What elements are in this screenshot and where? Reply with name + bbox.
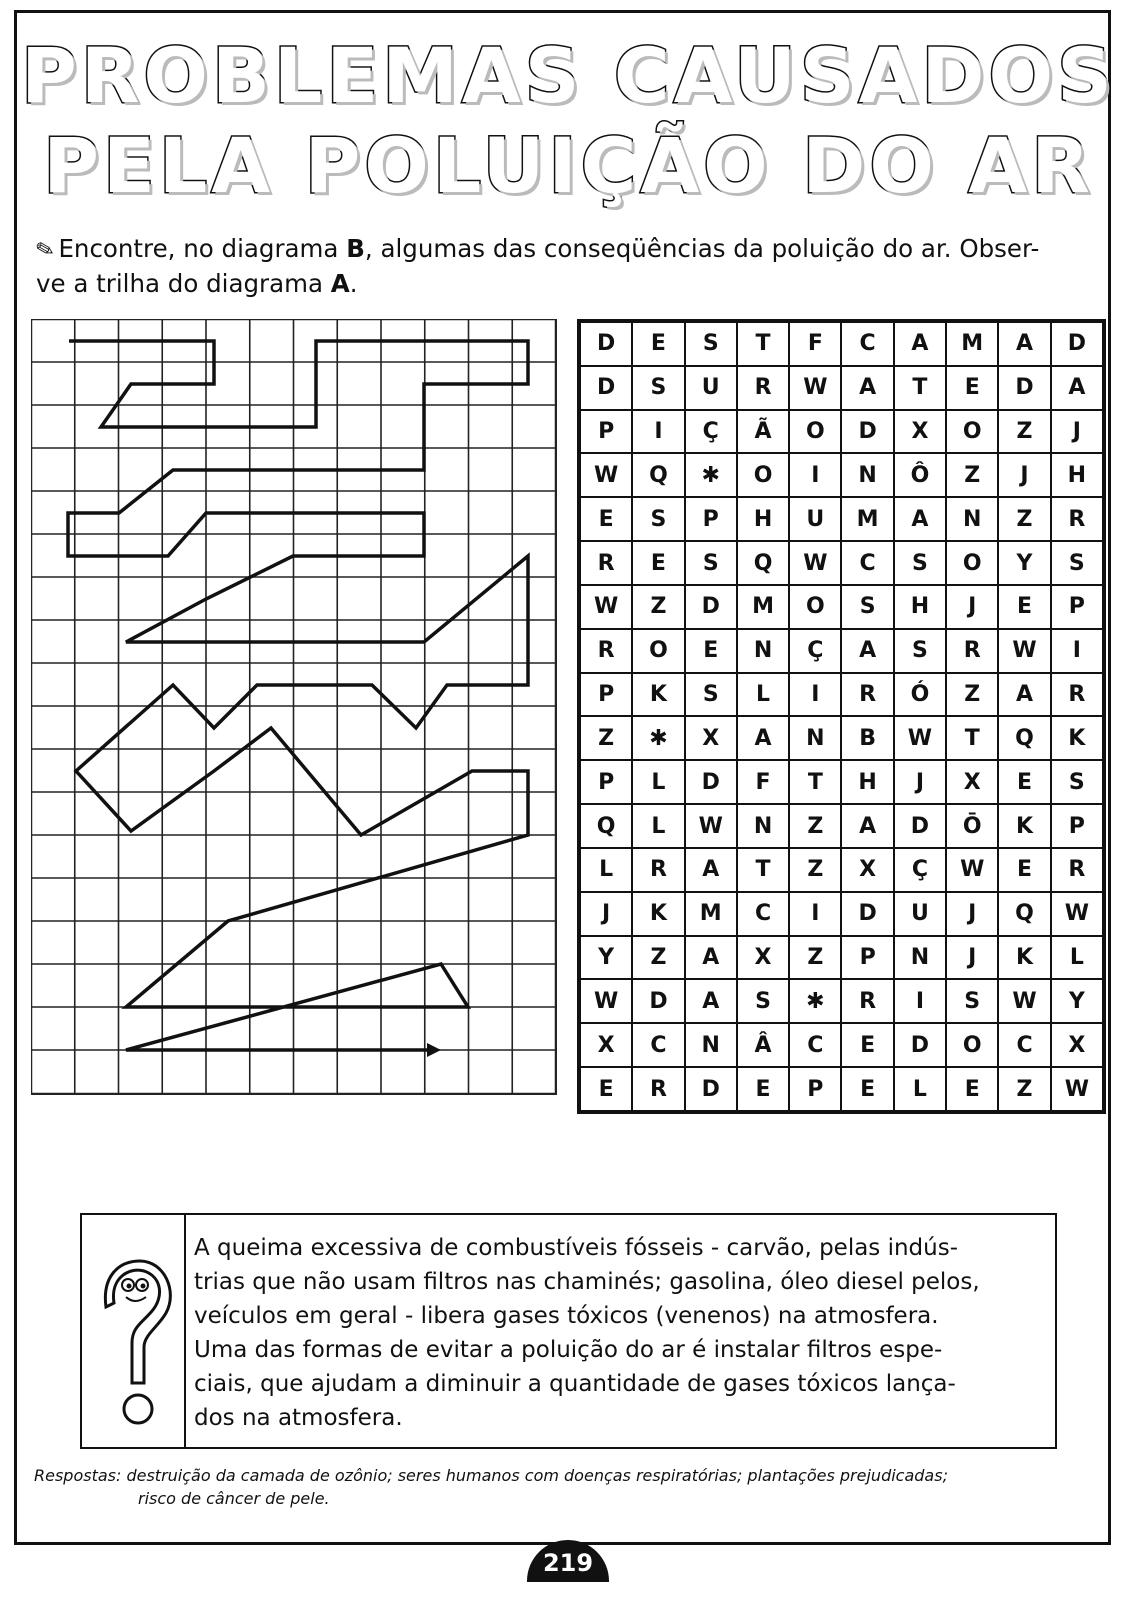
diagram-b-row: [580, 804, 1103, 848]
diagram-b-cell: P: [580, 673, 632, 717]
diagram-b-cell: A: [894, 497, 946, 541]
diagram-b-cell: Q: [632, 453, 684, 497]
diagram-b-cell: Z: [789, 848, 841, 892]
diagram-b-cell: B: [841, 716, 893, 760]
diagram-b-cell: T: [946, 716, 998, 760]
diagram-b-cell: Z: [998, 410, 1050, 454]
diagram-b-cell: A: [841, 804, 893, 848]
diagram-b-cell: A: [894, 322, 946, 366]
diagram-b-row: [580, 322, 1103, 366]
diagram-b-cell: W: [685, 804, 737, 848]
diagram-b-cell: E: [632, 541, 684, 585]
diagram-b-cell: S: [1051, 760, 1103, 804]
diagram-b-cell: U: [789, 497, 841, 541]
diagram-b-cell: P: [1051, 585, 1103, 629]
diagram-b-cell: W: [789, 366, 841, 410]
diagram-b-cell: O: [946, 410, 998, 454]
diagram-b-cell: R: [632, 1067, 684, 1111]
info-line: veículos em geral - libera gases tóxicos (venenos) na atmosfera.: [194, 1303, 939, 1329]
page-title-line1: PROBLEMAS CAUSADOS: [21, 31, 1116, 120]
diagram-b-row: [580, 366, 1103, 410]
diagram-b-cell: Q: [998, 892, 1050, 936]
page-number: 219: [527, 1540, 609, 1582]
diagram-b-cell: T: [894, 366, 946, 410]
diagram-b-word-search: [577, 319, 1106, 1114]
diagram-b-table: [579, 321, 1104, 1112]
diagram-b-cell: L: [632, 760, 684, 804]
diagram-b-cell: E: [946, 366, 998, 410]
diagram-b-cell: D: [841, 892, 893, 936]
diagram-b-cell: S: [685, 541, 737, 585]
diagram-b-cell: E: [998, 585, 1050, 629]
diagram-b-cell: H: [1051, 453, 1103, 497]
diagram-b-row: [580, 1023, 1103, 1067]
diagram-b-cell: K: [998, 804, 1050, 848]
diagram-b-cell: Q: [737, 541, 789, 585]
diagram-b-cell: P: [580, 760, 632, 804]
diagram-b-cell: Q: [580, 804, 632, 848]
diagram-b-cell: J: [946, 585, 998, 629]
diagram-b-cell: X: [1051, 1023, 1103, 1067]
diagram-b-cell: I: [1051, 629, 1103, 673]
diagram-b-cell: Y: [998, 541, 1050, 585]
diagram-b-cell: O: [946, 1023, 998, 1067]
diagram-b-cell: R: [1051, 497, 1103, 541]
diagram-b-row: [580, 716, 1103, 760]
diagram-b-cell: T: [789, 760, 841, 804]
instruction-text-4: .: [349, 269, 358, 298]
diagram-b-cell: L: [632, 804, 684, 848]
diagram-b-row: [580, 629, 1103, 673]
diagram-b-cell: R: [580, 629, 632, 673]
diagram-b-cell: Z: [789, 936, 841, 980]
diagram-b-cell: W: [580, 979, 632, 1023]
diagram-b-cell: M: [841, 497, 893, 541]
diagram-b-cell: ✱: [632, 716, 684, 760]
diagram-b-cell: E: [580, 1067, 632, 1111]
diagram-b-cell: ✱: [685, 453, 737, 497]
diagram-b-cell: R: [632, 848, 684, 892]
diagram-b-cell: E: [841, 1023, 893, 1067]
diagram-b-cell: T: [737, 848, 789, 892]
diagram-b-cell: E: [998, 760, 1050, 804]
diagram-b-cell: W: [998, 629, 1050, 673]
diagram-b-cell: K: [632, 892, 684, 936]
diagram-b-cell: C: [737, 892, 789, 936]
diagram-b-cell: J: [946, 936, 998, 980]
diagram-b-cell: N: [841, 453, 893, 497]
diagram-b-cell: Y: [580, 936, 632, 980]
diagram-b-cell: D: [841, 410, 893, 454]
diagram-b-cell: A: [998, 673, 1050, 717]
diagram-b-cell: A: [685, 848, 737, 892]
diagram-b-cell: Ç: [894, 848, 946, 892]
diagram-b-cell: Ç: [685, 410, 737, 454]
diagram-b-cell: Z: [632, 936, 684, 980]
diagram-b-row: [580, 936, 1103, 980]
instruction-bold-a: A: [330, 269, 350, 298]
diagram-b-cell: W: [580, 585, 632, 629]
diagram-b-cell: E: [841, 1067, 893, 1111]
diagram-b-row: [580, 673, 1103, 717]
diagram-b-cell: Z: [998, 1067, 1050, 1111]
diagram-b-cell: M: [946, 322, 998, 366]
diagram-b-cell: O: [632, 629, 684, 673]
diagram-b-row: [580, 1067, 1103, 1111]
diagram-b-cell: L: [737, 673, 789, 717]
diagram-b-cell: W: [1051, 892, 1103, 936]
diagram-b-cell: D: [580, 322, 632, 366]
diagram-a-trail-grid: [31, 319, 557, 1095]
diagram-b-cell: D: [685, 1067, 737, 1111]
diagram-b-cell: D: [894, 1023, 946, 1067]
diagram-b-cell: E: [580, 497, 632, 541]
diagram-b-cell: O: [789, 585, 841, 629]
diagram-b-row: [580, 760, 1103, 804]
diagram-b-cell: I: [789, 892, 841, 936]
diagram-b-cell: P: [685, 497, 737, 541]
diagram-b-row: [580, 848, 1103, 892]
diagram-b-cell: X: [685, 716, 737, 760]
diagram-b-cell: R: [841, 673, 893, 717]
diagram-b-cell: K: [632, 673, 684, 717]
instruction-text-1: Encontre, no diagrama: [58, 234, 347, 263]
diagram-b-cell: R: [580, 541, 632, 585]
info-line: trias que não usam filtros nas chaminés; gasolina, óleo diesel pelos,: [194, 1269, 980, 1295]
diagram-b-cell: P: [789, 1067, 841, 1111]
diagram-b-cell: W: [1051, 1067, 1103, 1111]
info-box: [80, 1213, 1057, 1449]
diagram-b-cell: R: [737, 366, 789, 410]
diagram-b-cell: P: [1051, 804, 1103, 848]
diagram-b-cell: Â: [737, 1023, 789, 1067]
diagram-b-cell: X: [841, 848, 893, 892]
diagram-b-cell: S: [737, 979, 789, 1023]
diagram-b-cell: S: [632, 366, 684, 410]
diagram-b-cell: N: [737, 804, 789, 848]
diagram-b-cell: S: [685, 322, 737, 366]
page-title-line2: PELA POLUIÇÃO DO AR: [43, 121, 1094, 210]
diagram-b-cell: F: [737, 760, 789, 804]
diagram-b-cell: J: [580, 892, 632, 936]
diagram-b-cell: A: [841, 366, 893, 410]
diagram-b-cell: N: [946, 497, 998, 541]
diagram-b-cell: C: [841, 541, 893, 585]
diagram-b-cell: ✱: [789, 979, 841, 1023]
info-box-icon-column: [82, 1215, 186, 1447]
diagram-b-cell: N: [737, 629, 789, 673]
diagram-b-cell: N: [685, 1023, 737, 1067]
diagram-b-cell: O: [789, 410, 841, 454]
diagram-b-cell: L: [894, 1067, 946, 1111]
diagram-b-cell: R: [1051, 848, 1103, 892]
info-line: dos na atmosfera.: [194, 1405, 403, 1431]
diagram-b-cell: J: [894, 760, 946, 804]
diagram-b-cell: E: [946, 1067, 998, 1111]
diagram-b-cell: S: [632, 497, 684, 541]
diagram-b-cell: U: [894, 892, 946, 936]
diagram-b-cell: L: [1051, 936, 1103, 980]
instruction-text-2: , algumas das conseqüências da poluição do ar. Obser-: [364, 234, 1040, 263]
diagram-b-cell: S: [841, 585, 893, 629]
diagram-b-cell: Ã: [737, 410, 789, 454]
diagram-b-cell: I: [789, 673, 841, 717]
diagram-b-cell: C: [998, 1023, 1050, 1067]
diagram-b-cell: D: [894, 804, 946, 848]
diagram-b-cell: E: [737, 1067, 789, 1111]
instruction-text-3: ve a trilha do diagrama: [36, 269, 331, 298]
diagram-b-cell: J: [946, 892, 998, 936]
diagram-b-cell: U: [685, 366, 737, 410]
diagram-b-cell: A: [737, 716, 789, 760]
diagram-b-cell: E: [632, 322, 684, 366]
diagram-b-cell: M: [737, 585, 789, 629]
diagram-b-row: [580, 979, 1103, 1023]
diagram-b-cell: F: [789, 322, 841, 366]
diagram-b-cell: J: [1051, 410, 1103, 454]
diagram-b-cell: D: [1051, 322, 1103, 366]
diagram-b-row: [580, 541, 1103, 585]
diagram-b-cell: K: [1051, 716, 1103, 760]
diagram-b-cell: X: [580, 1023, 632, 1067]
info-line: A queima excessiva de combustíveis fósseis - carvão, pelas indús-: [194, 1235, 959, 1261]
diagram-b-cell: W: [946, 848, 998, 892]
diagram-b-cell: I: [789, 453, 841, 497]
diagram-b-cell: A: [685, 979, 737, 1023]
diagram-b-cell: I: [894, 979, 946, 1023]
diagram-b-cell: A: [1051, 366, 1103, 410]
diagram-b-cell: M: [685, 892, 737, 936]
diagram-b-cell: H: [894, 585, 946, 629]
diagram-b-cell: D: [685, 585, 737, 629]
diagram-b-cell: Z: [998, 497, 1050, 541]
diagram-b-cell: J: [998, 453, 1050, 497]
diagram-b-cell: D: [998, 366, 1050, 410]
diagram-b-cell: N: [894, 936, 946, 980]
diagram-b-cell: Z: [632, 585, 684, 629]
question-mark-character-icon: [82, 1215, 184, 1447]
diagram-b-cell: Z: [789, 804, 841, 848]
diagram-a-trail-arrow-icon: [427, 1043, 441, 1057]
info-line: Uma das formas de evitar a poluição do ar é instalar filtros espe-: [194, 1337, 943, 1363]
diagram-b-cell: H: [841, 760, 893, 804]
diagram-b-cell: C: [632, 1023, 684, 1067]
diagram-b-cell: W: [894, 716, 946, 760]
diagram-b-cell: Ó: [894, 673, 946, 717]
diagram-b-cell: W: [789, 541, 841, 585]
diagram-a-grid-lines: [31, 319, 556, 1094]
diagram-b-cell: W: [580, 453, 632, 497]
diagram-b-cell: R: [841, 979, 893, 1023]
diagram-b-cell: N: [789, 716, 841, 760]
diagram-b-cell: A: [998, 322, 1050, 366]
diagram-b-cell: R: [946, 629, 998, 673]
diagram-b-cell: Z: [946, 673, 998, 717]
diagram-b-cell: O: [737, 453, 789, 497]
diagram-b-cell: Q: [998, 716, 1050, 760]
diagram-b-cell: I: [632, 410, 684, 454]
diagram-b-cell: O: [946, 541, 998, 585]
diagram-b-cell: Y: [1051, 979, 1103, 1023]
diagram-b-cell: E: [998, 848, 1050, 892]
diagram-b-cell: X: [737, 936, 789, 980]
diagram-b-cell: L: [580, 848, 632, 892]
diagram-b-cell: Z: [580, 716, 632, 760]
diagram-b-cell: Ō: [946, 804, 998, 848]
diagram-b-cell: S: [1051, 541, 1103, 585]
answers-line: Respostas: destruição da camada de ozônio; seres humanos com doenças respiratórias; plantações prejudicadas;: [34, 1466, 948, 1485]
pencil-icon: ✎: [33, 236, 58, 265]
diagram-b-cell: D: [632, 979, 684, 1023]
info-text: [194, 1231, 1044, 1435]
diagram-b-cell: D: [580, 366, 632, 410]
answers-line: risco de câncer de pele.: [138, 1489, 330, 1508]
diagram-b-cell: A: [685, 936, 737, 980]
diagram-b-cell: A: [841, 629, 893, 673]
instruction: [33, 232, 1106, 300]
diagram-b-cell: S: [685, 673, 737, 717]
diagram-b-row: [580, 453, 1103, 497]
diagram-b-cell: S: [894, 541, 946, 585]
instruction-bold-b: B: [346, 234, 365, 263]
diagram-b-cell: S: [946, 979, 998, 1023]
diagram-b-row: [580, 585, 1103, 629]
diagram-b-cell: C: [841, 322, 893, 366]
diagram-b-cell: Z: [946, 453, 998, 497]
diagram-b-cell: P: [841, 936, 893, 980]
diagram-b-cell: R: [1051, 673, 1103, 717]
diagram-b-row: [580, 410, 1103, 454]
info-line: ciais, que ajudam a diminuir a quantidade de gases tóxicos lança-: [194, 1371, 956, 1397]
diagram-b-cell: Ô: [894, 453, 946, 497]
diagram-b-cell: Ç: [789, 629, 841, 673]
diagram-b-cell: K: [998, 936, 1050, 980]
diagram-b-cell: D: [685, 760, 737, 804]
diagram-b-cell: X: [894, 410, 946, 454]
diagram-b-cell: E: [685, 629, 737, 673]
diagram-b-row: [580, 497, 1103, 541]
diagram-b-row: [580, 892, 1103, 936]
diagram-b-cell: T: [737, 322, 789, 366]
diagram-b-cell: X: [946, 760, 998, 804]
answers-footnote: [34, 1464, 1104, 1510]
diagram-b-cell: H: [737, 497, 789, 541]
diagram-b-cell: S: [894, 629, 946, 673]
diagram-b-cell: W: [998, 979, 1050, 1023]
diagram-b-cell: C: [789, 1023, 841, 1067]
diagram-b-cell: P: [580, 410, 632, 454]
